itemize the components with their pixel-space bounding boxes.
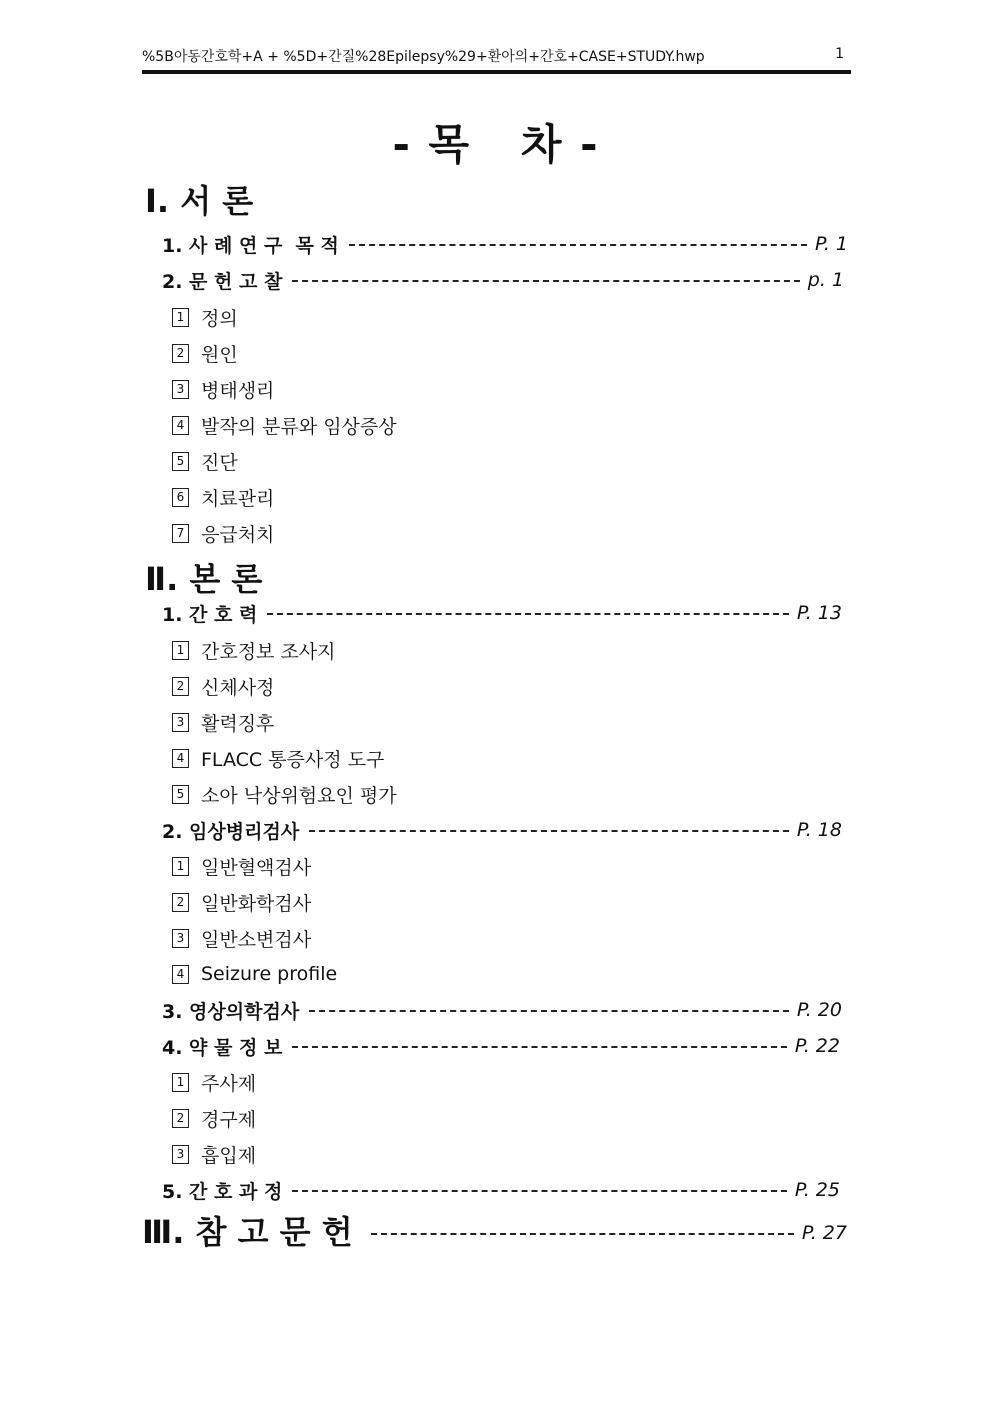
number-box-icon: 5 [172,452,189,471]
toc-entry-page: P. 13 [796,602,842,624]
toc-entry[interactable] [162,1175,844,1205]
toc-entry[interactable] [162,1031,844,1061]
section-heading-body: Ⅱ. 본 론 [145,560,263,598]
toc-entry-label: 4. 약 물 정 보 [162,1036,283,1059]
toc-subitem-text: 일반혈액검사 [201,856,312,879]
leader-dots [267,613,789,615]
toc-entry[interactable] [162,265,848,295]
toc-subitem-text: 진단 [201,451,238,474]
toc-subitem[interactable] [172,636,336,664]
toc-subitem[interactable] [172,852,311,880]
toc-subitem[interactable] [172,1140,256,1168]
leader-dots [292,1046,787,1048]
toc-subitem-text: FLACC 통증사정 도구 [201,748,385,771]
section-heading-references[interactable] [142,1208,847,1252]
toc-subitem-text: 신체사정 [201,676,275,699]
toc-subitem-text: 발작의 분류와 임상증상 [201,415,397,438]
number-box-icon: 1 [172,308,189,327]
toc-subitem-text: 흡입제 [201,1144,257,1167]
leader-dots [309,1010,789,1012]
number-box-icon: 3 [172,1145,189,1164]
number-box-icon: 6 [172,488,189,507]
section-heading-intro: Ⅰ. 서 론 [145,182,254,220]
number-box-icon: 2 [172,893,189,912]
toc-subitem[interactable] [172,339,238,367]
toc-subitem[interactable] [172,672,274,700]
toc-entry-label: 2. 문 헌 고 찰 [162,270,283,293]
header-filename: %5B아동간호학+A + %5D+간질%28Epilepsy%29+환아의+간호+CASE+STUDY.hwp [142,49,705,65]
toc-entry-label: 3. 영상의학검사 [162,1000,300,1023]
toc-subitem-text: 병태생리 [201,379,275,402]
toc-entry[interactable] [162,815,846,845]
toc-entry[interactable] [162,598,846,628]
toc-subitem-text: 원인 [201,343,238,366]
toc-subitem[interactable] [172,780,397,808]
toc-subitem[interactable] [172,744,384,772]
leader-dots [309,830,789,832]
toc-entry-page: P. 20 [796,999,842,1021]
toc-subitem[interactable] [172,708,274,736]
leader-dots [349,244,807,246]
toc-entry-page: p. 1 [807,269,844,291]
page-title: - 목 차 - [392,120,600,169]
number-box-icon: 3 [172,929,189,948]
number-box-icon: 2 [172,677,189,696]
toc-entry-label: 5. 간 호 과 정 [162,1180,283,1203]
toc-subitem-text: Seizure profile [201,963,338,985]
toc-entry-label: 2. 임상병리검사 [162,820,300,843]
toc-entry[interactable] [162,229,852,259]
toc-subitem-text: 정의 [201,307,238,330]
page-header [142,42,850,68]
toc-subitem[interactable] [172,1104,256,1132]
toc-entry-page: P. 22 [794,1035,840,1057]
toc-entry-page: P. 18 [796,819,842,841]
toc-subitem[interactable] [172,960,337,988]
toc-subitem-text: 일반화학검사 [201,892,312,915]
toc-subitem[interactable] [172,303,238,331]
toc-subitem[interactable] [172,888,311,916]
toc-subitem-text: 주사제 [201,1072,257,1095]
toc-subitem[interactable] [172,375,274,403]
toc-entry-page: P. 25 [794,1179,840,1201]
toc-subitem[interactable] [172,924,311,952]
header-page-number: 1 [835,46,844,62]
number-box-icon: 4 [172,749,189,768]
toc-subitem-text: 간호정보 조사지 [201,640,336,663]
toc-subitem-text: 응급처치 [201,523,275,546]
toc-entry-page: P. 27 [801,1222,847,1244]
number-box-icon: 1 [172,641,189,660]
toc-subitem[interactable] [172,1068,256,1096]
toc-entry-label: 1. 사 례 연 구 목 적 [162,234,339,257]
toc-entry-label: Ⅲ. 참 고 문 헌 [142,1213,353,1251]
number-box-icon: 2 [172,344,189,363]
toc-subitem-text: 활력징후 [201,712,275,735]
number-box-icon: 4 [172,416,189,435]
number-box-icon: 3 [172,380,189,399]
number-box-icon: 5 [172,785,189,804]
number-box-icon: 1 [172,857,189,876]
toc-subitem[interactable] [172,483,274,511]
toc-subitem-text: 경구제 [201,1108,257,1131]
leader-dots [292,280,799,282]
number-box-icon: 1 [172,1073,189,1092]
leader-dots [371,1233,794,1235]
toc-entry-label: 1. 간 호 력 [162,603,258,626]
toc-subitem[interactable] [172,447,238,475]
toc-entry-page: P. 1 [814,233,848,255]
toc-entry[interactable] [162,995,846,1025]
number-box-icon: 7 [172,524,189,543]
toc-subitem[interactable] [172,519,274,547]
header-rule [142,70,851,74]
leader-dots [292,1190,787,1192]
toc-subitem-text: 일반소변검사 [201,928,312,951]
number-box-icon: 4 [172,965,189,984]
number-box-icon: 3 [172,713,189,732]
toc-subitem-text: 치료관리 [201,487,275,510]
number-box-icon: 2 [172,1109,189,1128]
toc-subitem-text: 소아 낙상위험요인 평가 [201,784,397,807]
toc-subitem[interactable] [172,411,397,439]
